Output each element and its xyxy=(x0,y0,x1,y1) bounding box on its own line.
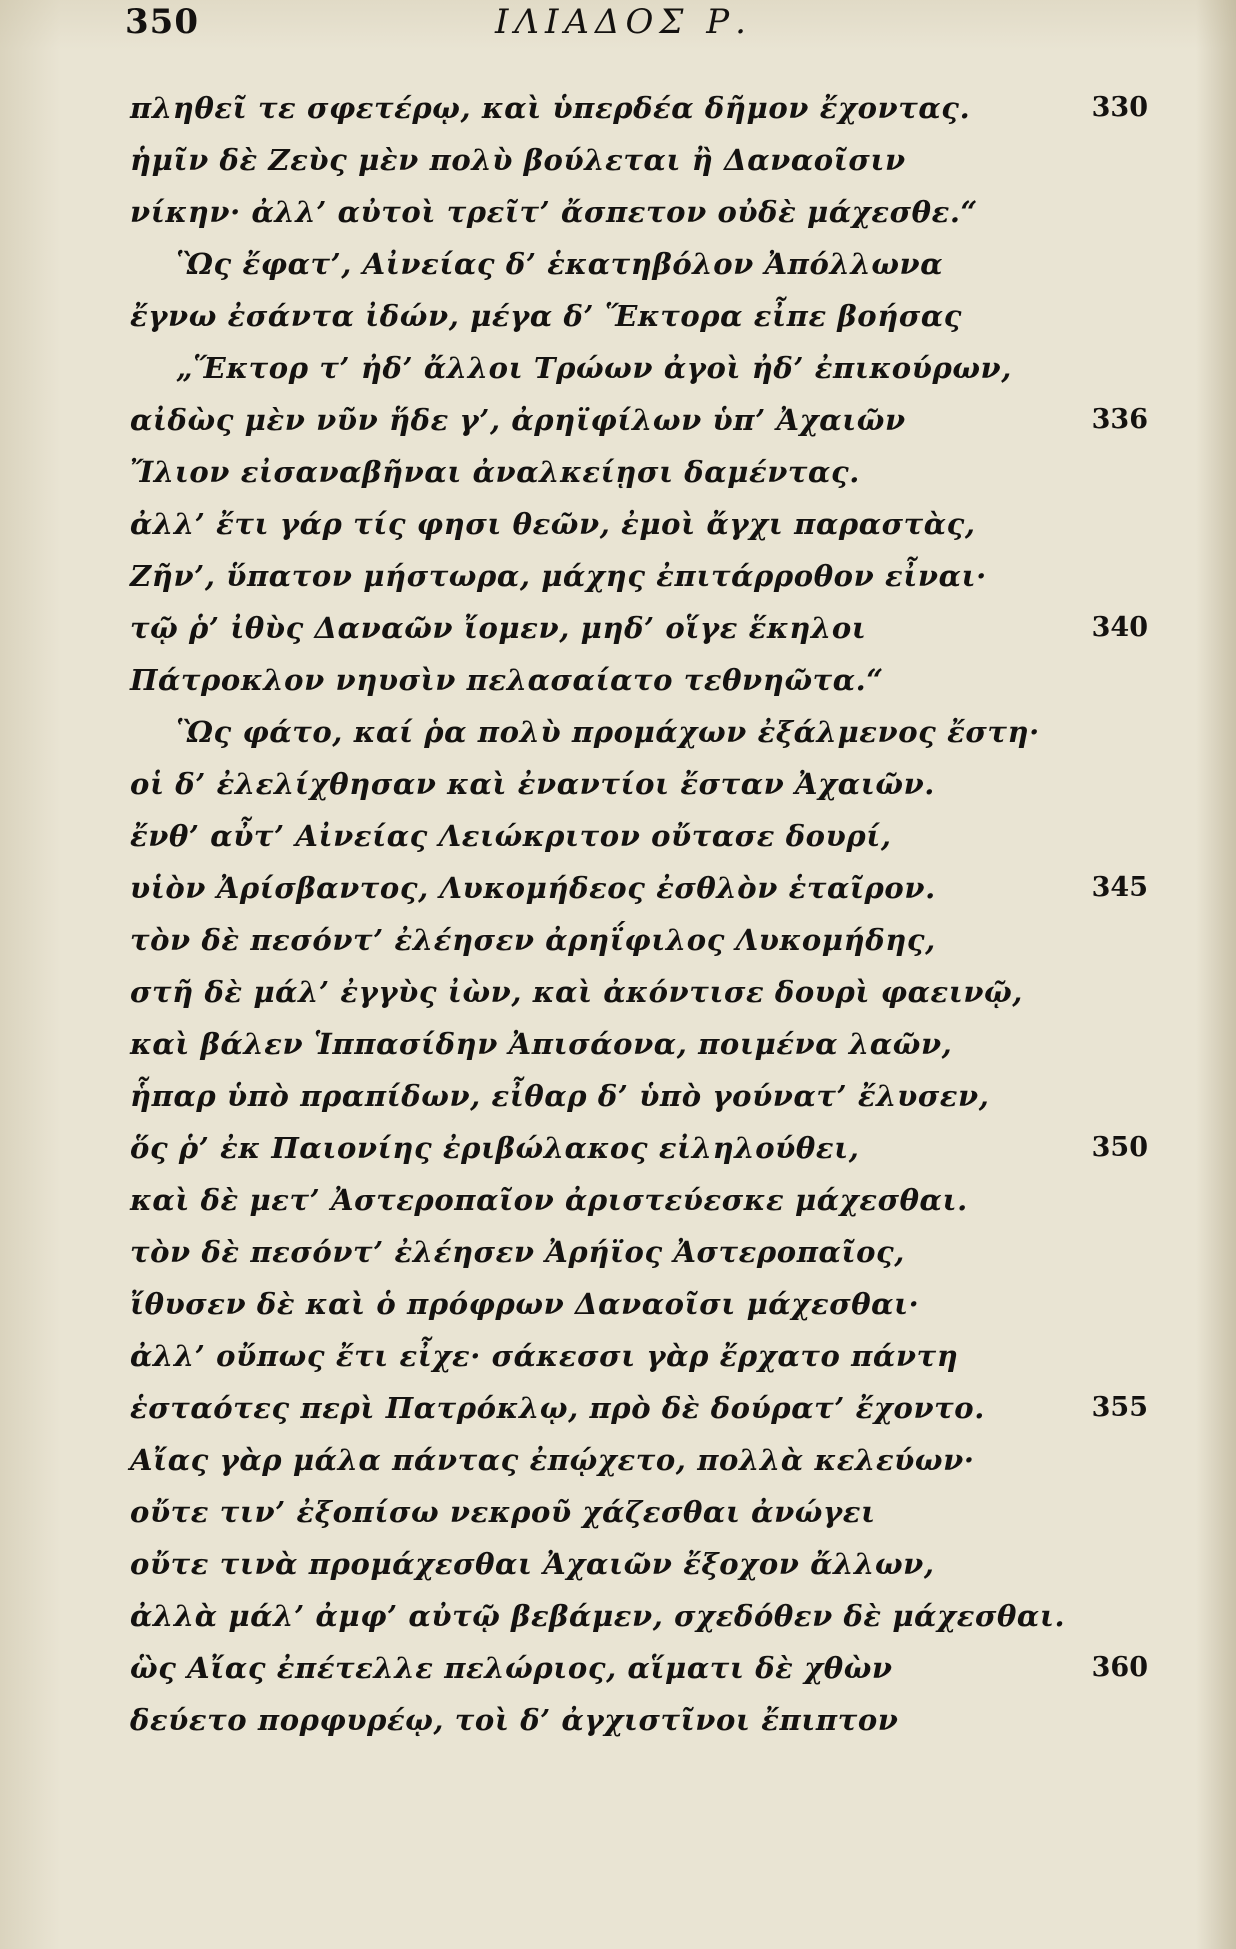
verse-line xyxy=(0,1070,1236,1122)
verse-line xyxy=(0,1278,1236,1330)
page-number: 350 xyxy=(125,2,199,42)
verse-line xyxy=(0,1538,1236,1590)
verse-line xyxy=(0,810,1236,862)
line-number: 350 xyxy=(1091,1132,1148,1163)
verse-text: δεύετο πορφυρέῳ, τοὶ δ’ ἀγχιστῖνοι ἔπιπτον xyxy=(130,1703,899,1737)
verse-text: „Ἕκτορ τ’ ἠδ’ ἄλλοι Τρώων ἀγοὶ ἠδ’ ἐπικούρων, xyxy=(176,351,1012,385)
verse-line xyxy=(0,862,1236,914)
verse-line xyxy=(0,758,1236,810)
verse-text: τῷ ῥ’ ἰθὺς Δαναῶν ἴομεν, μηδ’ οἵγε ἕκηλοι xyxy=(130,611,867,645)
page-header xyxy=(0,0,1236,50)
line-number: 340 xyxy=(1091,612,1148,643)
verse-line xyxy=(0,654,1236,706)
verse-line xyxy=(0,342,1236,394)
verse-text: Ὣς φάτο, καί ῥα πολὺ προμάχων ἐξάλμενος ἔστη· xyxy=(176,715,1040,749)
verse-line xyxy=(0,238,1236,290)
verse-text: πληθεῖ τε σφετέρῳ, καὶ ὑπερδέα δῆμον ἔχοντας. xyxy=(130,91,971,125)
verse-line xyxy=(0,602,1236,654)
verse-text: ἧπαρ ὑπὸ πραπίδων, εἶθαρ δ’ ὑπὸ γούνατ’ ἔλυσεν, xyxy=(130,1079,990,1113)
verse-text: ἀλλ’ ἔτι γάρ τίς φησι θεῶν, ἐμοὶ ἄγχι παραστὰς, xyxy=(130,507,976,541)
verse-line xyxy=(0,290,1236,342)
verse-text: τὸν δὲ πεσόντ’ ἐλέησεν Ἀρήϊος Ἀστεροπαῖος, xyxy=(130,1235,905,1269)
verse-line xyxy=(0,550,1236,602)
verse-text: τὸν δὲ πεσόντ’ ἐλέησεν ἀρηΐφιλος Λυκομήδης, xyxy=(130,923,936,957)
verse-line xyxy=(0,1226,1236,1278)
verse-line xyxy=(0,1434,1236,1486)
verse-text: ἀλλὰ μάλ’ ἀμφ’ αὐτῷ βεβάμεν, σχεδόθεν δὲ μάχεσθαι. xyxy=(130,1599,1066,1633)
verse-text: Ὣς ἔφατ’, Αἰνείας δ’ ἑκατηβόλον Ἀπόλλωνα xyxy=(176,247,944,281)
verse-line xyxy=(0,1122,1236,1174)
verse-line xyxy=(0,1590,1236,1642)
verse-text: ἀλλ’ οὔπως ἔτι εἶχε· σάκεσσι γὰρ ἔρχατο πάντη xyxy=(130,1339,959,1373)
verse-line xyxy=(0,1694,1236,1746)
verse-text: ἴθυσεν δὲ καὶ ὁ πρόφρων Δαναοῖσι μάχεσθαι· xyxy=(130,1287,920,1321)
verse-text: ἑσταότες περὶ Πατρόκλῳ, πρὸ δὲ δούρατ’ ἔχοντο. xyxy=(130,1391,985,1425)
verse-line xyxy=(0,134,1236,186)
verse-text: οὔτε τινὰ προμάχεσθαι Ἀχαιῶν ἔξοχον ἄλλων, xyxy=(130,1547,935,1581)
verse-text: Αἴας γὰρ μάλα πάντας ἐπῴχετο, πολλὰ κελεύων· xyxy=(130,1443,975,1477)
verse-line xyxy=(0,706,1236,758)
verse-line xyxy=(0,82,1236,134)
line-number: 355 xyxy=(1091,1392,1148,1423)
verse-line xyxy=(0,498,1236,550)
verse-text: καὶ βάλεν Ἱππασίδην Ἀπισάονα, ποιμένα λαῶν, xyxy=(130,1027,953,1061)
verse-line xyxy=(0,186,1236,238)
verse-text: οὔτε τιν’ ἐξοπίσω νεκροῦ χάζεσθαι ἀνώγει xyxy=(130,1495,876,1529)
verse-line xyxy=(0,394,1236,446)
verse-text: ὅς ῥ’ ἐκ Παιονίης ἐριβώλακος εἰληλούθει, xyxy=(130,1131,860,1165)
verse-text: ὣς Αἴας ἐπέτελλε πελώριος, αἵματι δὲ χθὼν xyxy=(130,1651,893,1685)
verse-line xyxy=(0,1486,1236,1538)
running-head: ΙΛΙΑΔΟΣ Ρ. xyxy=(495,2,752,42)
verse-text: στῆ δὲ μάλ’ ἐγγὺς ἰὼν, καὶ ἀκόντισε δουρὶ φαεινῷ, xyxy=(130,975,1023,1009)
verse-text: ἔνθ’ αὖτ’ Αἰνείας Λειώκριτον οὔτασε δουρί, xyxy=(130,819,892,853)
verse-line xyxy=(0,1330,1236,1382)
line-number: 336 xyxy=(1091,404,1148,435)
verse-text: οἱ δ’ ἐλελίχθησαν καὶ ἐναντίοι ἔσταν Ἀχαιῶν. xyxy=(130,767,935,801)
verse-text: νίκην· ἀλλ’ αὐτοὶ τρεῖτ’ ἄσπετον οὐδὲ μάχεσθε.“ xyxy=(130,195,978,229)
verse-line xyxy=(0,1018,1236,1070)
line-number: 360 xyxy=(1091,1652,1148,1683)
verse-text-block xyxy=(0,82,1236,1746)
verse-text: αἰδὼς μὲν νῦν ἥδε γ’, ἀρηϊφίλων ὑπ’ Ἀχαιῶν xyxy=(130,403,906,437)
verse-line xyxy=(0,1382,1236,1434)
verse-text: Ζῆν’, ὕπατον μήστωρα, μάχης ἐπιτάρροθον εἶναι· xyxy=(130,559,987,593)
verse-line xyxy=(0,1642,1236,1694)
verse-line xyxy=(0,966,1236,1018)
verse-text: ἔγνω ἐσάντα ἰδών, μέγα δ’ Ἕκτορα εἶπε βοήσας xyxy=(130,299,963,333)
verse-line xyxy=(0,914,1236,966)
line-number: 330 xyxy=(1091,92,1148,123)
verse-line xyxy=(0,1174,1236,1226)
verse-text: υἱὸν Ἀρίσβαντος, Λυκομήδεος ἐσθλὸν ἑταῖρον. xyxy=(130,871,936,905)
verse-text: καὶ δὲ μετ’ Ἀστεροπαῖον ἀριστεύεσκε μάχεσθαι. xyxy=(130,1183,968,1217)
line-number: 345 xyxy=(1091,872,1148,903)
verse-text: Πάτροκλον νηυσὶν πελασαίατο τεθνηῶτα.“ xyxy=(130,663,884,697)
verse-text: ἡμῖν δὲ Ζεὺς μὲν πολὺ βούλεται ἢ Δαναοῖσιν xyxy=(130,143,906,177)
verse-text: Ἴλιον εἰσαναβῆναι ἀναλκείῃσι δαμέντας. xyxy=(130,455,860,489)
verse-line xyxy=(0,446,1236,498)
